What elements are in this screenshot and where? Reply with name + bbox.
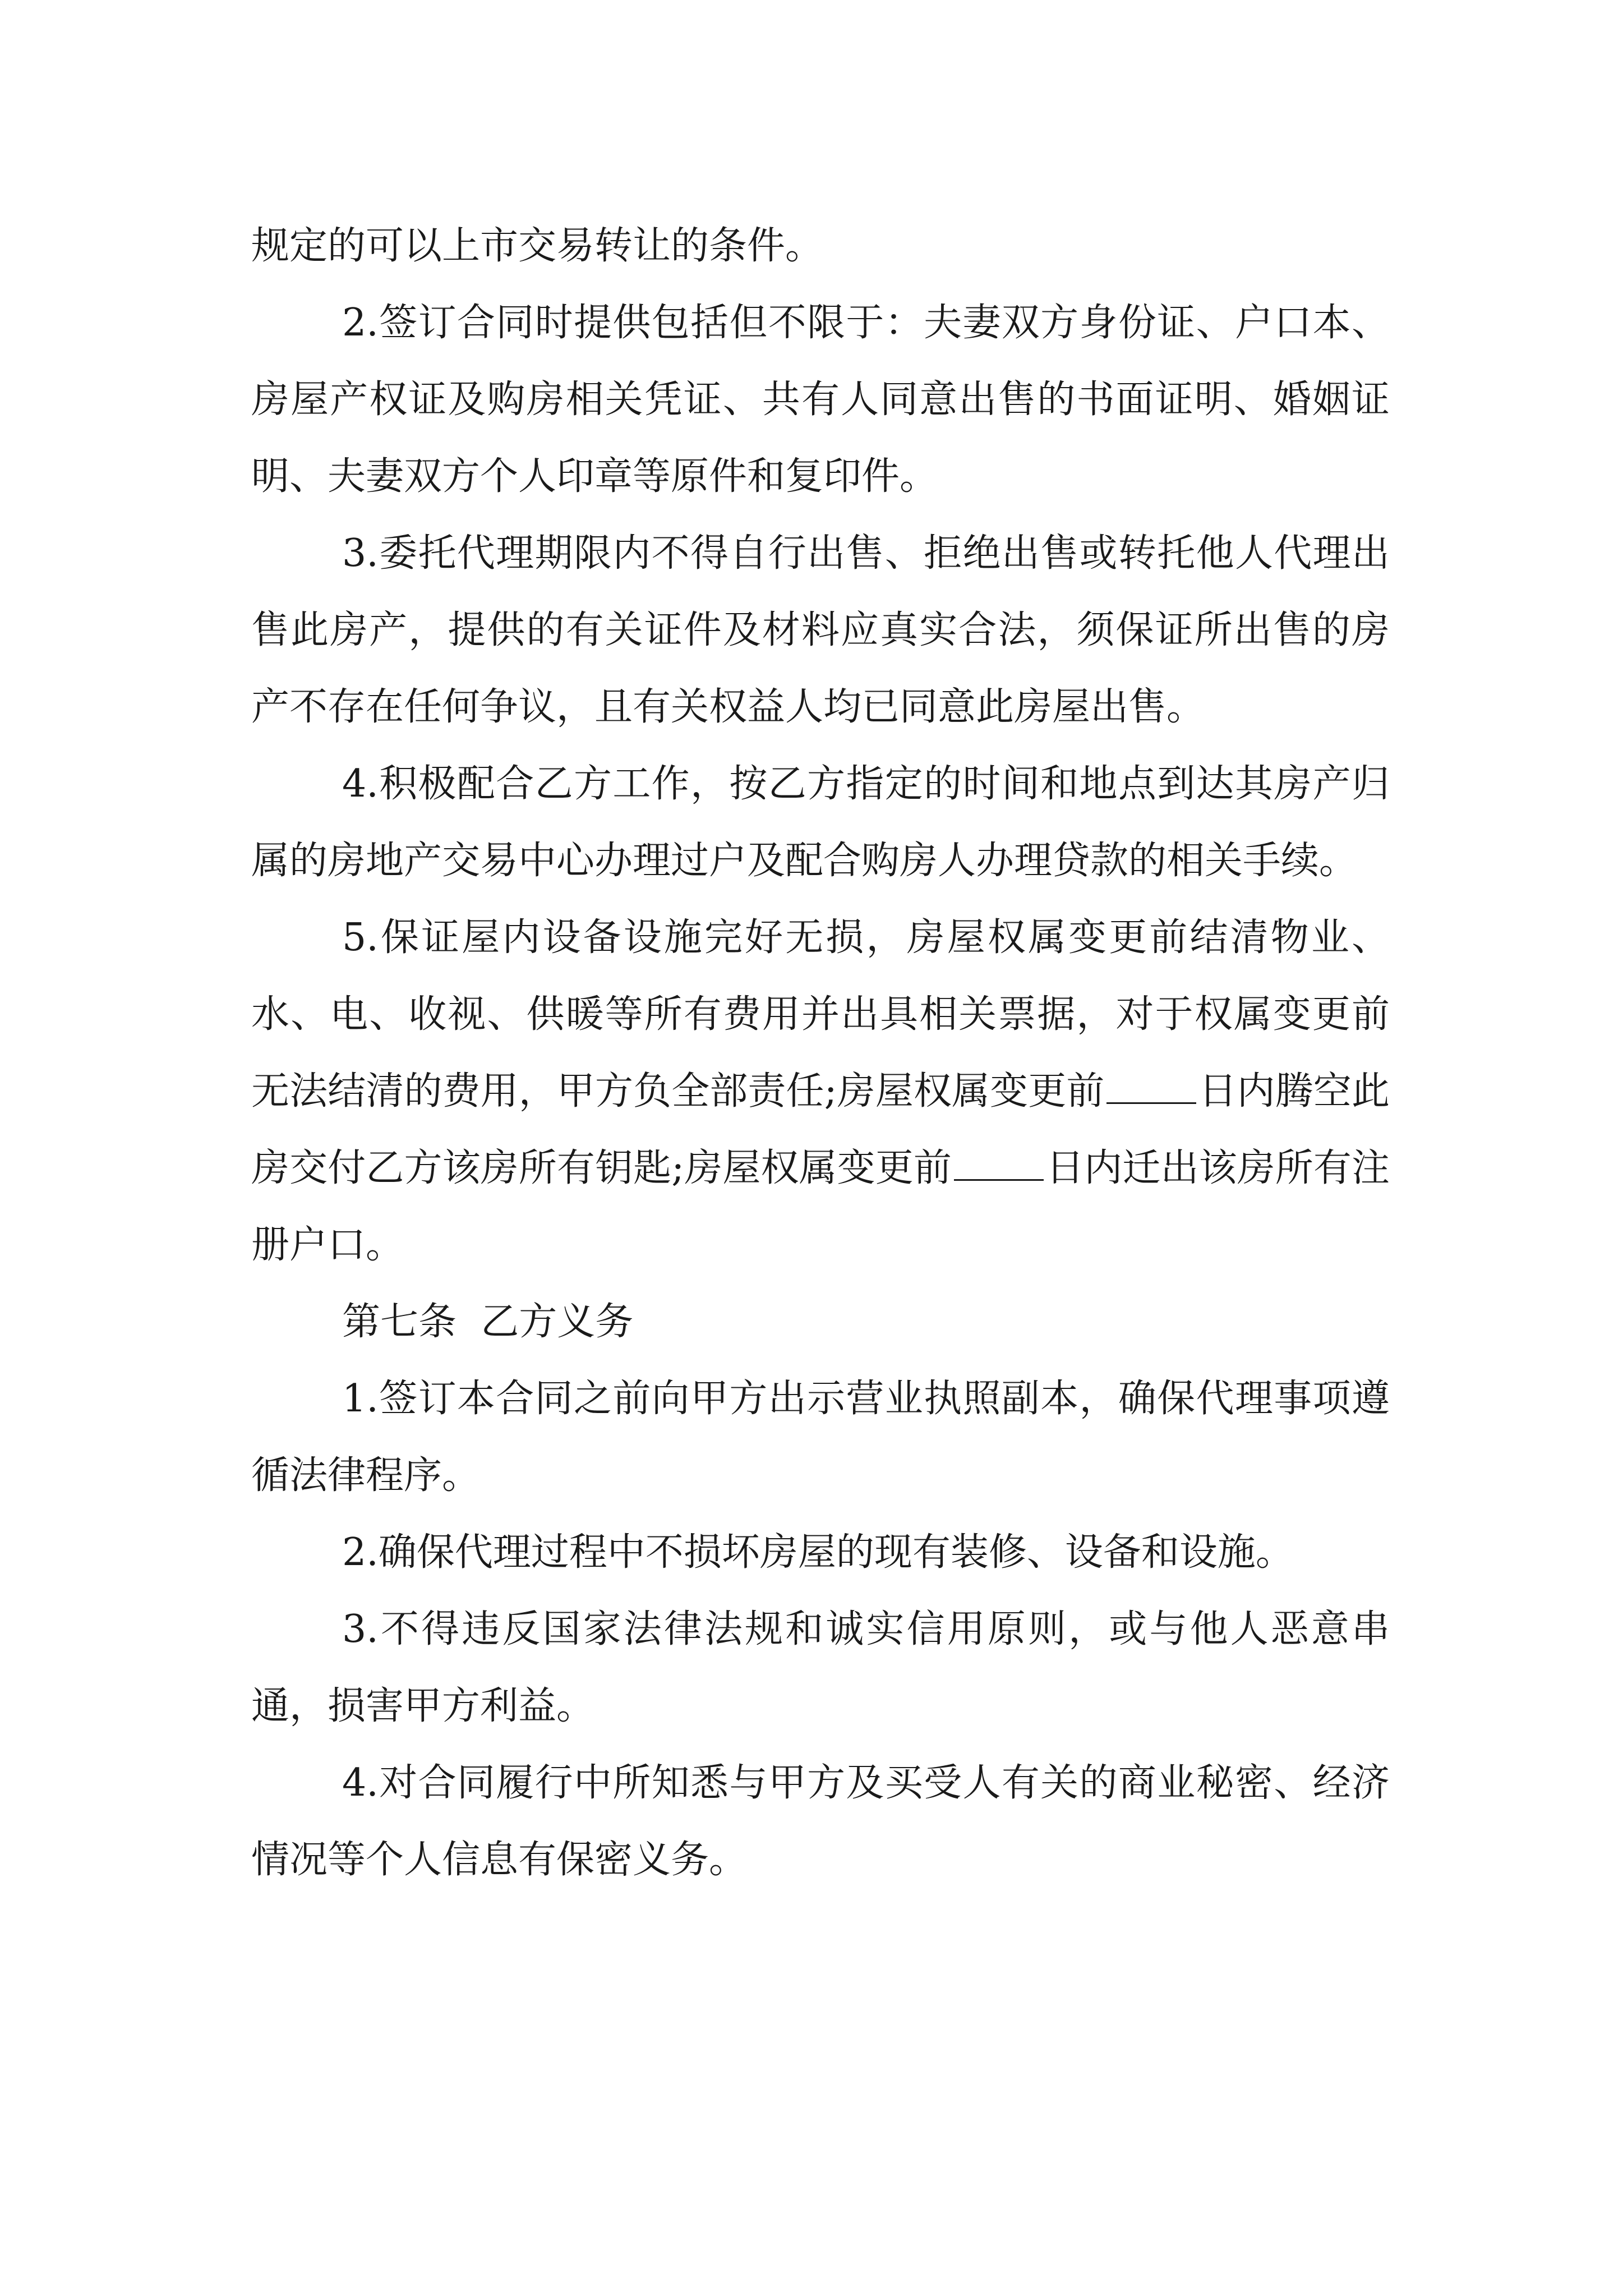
fill-in-blank [1106,1068,1196,1104]
fill-in-blank [954,1145,1044,1181]
document-page [251,208,1390,1898]
paragraph: 规定的可以上市交易转让的条件。 [251,224,824,268]
paragraph: 1.签订本合同之前向甲方出示营业执照副本，确保代理事项遵循法律程序。 [251,1377,1390,1498]
paragraph-text: 日内迁出该房所有注册户口。 [251,1146,1390,1267]
article-heading: 第七条 乙方义务 [342,1300,634,1344]
paragraph-text: 5.保证屋内设备设施完好无损，房屋权属变更前结清物业、水、电、收视、供暖等所有费用并出具相关票据，对于权属变更前无法结清的费用，甲方负全部责任;房屋权属变更前 [251,915,1390,1114]
paragraph: 4.对合同履行中所知悉与甲方及买受人有关的商业秘密、经济情况等个人信息有保密义务。 [251,1761,1390,1882]
paragraph: 3.委托代理期限内不得自行出售、拒绝出售或转托他人代理出售此房产，提供的有关证件及材料应真实合法，须保证所出售的房产不存在任何争议，且有关权益人均已同意此房屋出售。 [251,531,1390,729]
paragraph: 3.不得违反国家法律法规和诚实信用原则，或与他人恶意串通，损害甲方利益。 [251,1607,1390,1728]
paragraph-with-blanks [251,899,1390,1283]
paragraph-text: 日内腾空此房交付乙方该房所有钥匙;房屋权属变更前 [251,1069,1390,1190]
paragraph: 2.确保代理过程中不损坏房屋的现有装修、设备和设施。 [342,1530,1294,1575]
paragraph: 4.积极配合乙方工作，按乙方指定的时间和地点到达其房产归属的房地产交易中心办理过户及配合购房人办理贷款的相关手续。 [251,762,1390,883]
paragraph: 2.签订合同时提供包括但不限于：夫妻双方身份证、户口本、房屋产权证及购房相关凭证、共有人同意出售的书面证明、婚姻证明、夫妻双方个人印章等原件和复印件。 [251,301,1390,499]
